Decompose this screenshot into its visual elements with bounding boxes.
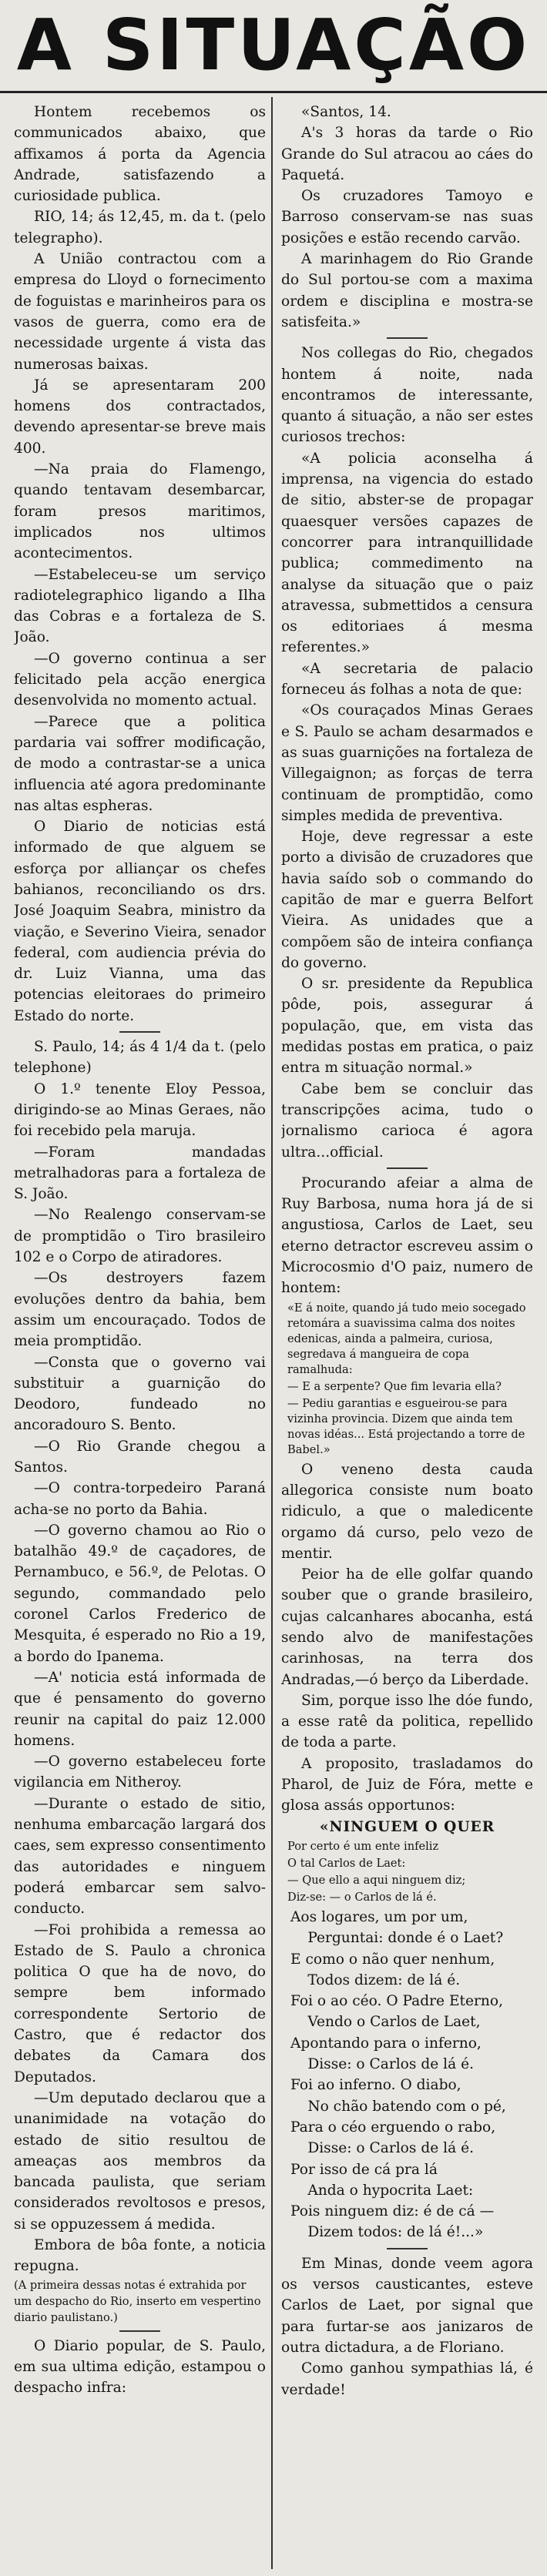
article-paragraph: Em Minas, donde veem agora os versos causticantes, esteve Carlos de Laet, por signal que para furtar-se aos janizaros de outra dictadura, a de Floriano. <box>281 2255 533 2356</box>
poem-line: Dizem todos: de lá é!...» <box>307 2224 484 2241</box>
poem-line: Pois ninguem diz: é de cá — <box>290 2203 495 2220</box>
page-title: A SITUAÇÃO <box>16 4 531 86</box>
article-paragraph: O veneno desta cauda allegorica consiste num boato ridiculo, a que o maledicente orgamo dá curso, pelo vezo de mentir. <box>281 1461 533 1562</box>
article-paragraph: Como ganhou sympathias lá, é verdade! <box>281 2360 533 2398</box>
section-separator <box>14 2326 266 2336</box>
article-paragraph: O Diario de noticias está informado de que alguem se esforça por alliançar os chefes bahianos, reconciliando os drs. José Joaquim Seabra, ministro da viação, e Severino Vieira, senador federal, com audiencia prévia do dr. Luiz Vianna, uma das potencias eleitoraes do primeiro Estado do norte. <box>14 819 266 1024</box>
article-paragraph: —No Realengo conservam-se de promptidão o Tiro brasileiro 102 e o Corpo de atiradores. <box>14 1207 266 1266</box>
poem-stanza <box>281 2159 533 2243</box>
article-paragraph: Hontem recebemos os communicados abaixo, que affixamos á porta da Agencia Andrade, satisfazendo a curiosidade publica. <box>14 104 266 205</box>
article-paragraph: RIO, 14; ás 12,45, m. da t. (pelo telegrapho). <box>14 209 266 246</box>
poem-title: «NINGUEM O QUER <box>319 1818 495 1835</box>
article-paragraph: —O contra-torpedeiro Paraná acha-se no porto da Bahia. <box>14 1480 266 1518</box>
quoted-text: Por certo é um ente infeliz <box>287 1839 439 1853</box>
poem-stanza <box>281 2075 533 2159</box>
article-paragraph: Peior ha de elle golfar quando souber que o grande brasileiro, cujas calcanhares abocanha, está sendo alvo de manifestações carinhosas, na terra dos Andradas,—ó berço da Liberdade. <box>281 1566 533 1688</box>
article-paragraph: «Santos, 14. <box>301 104 391 120</box>
quoted-text: — Que ello a aqui ninguem diz; <box>287 1873 466 1887</box>
article-paragraph: —Na praia do Flamengo, quando tentavam desembarcar, foram presos maritimos, implicados nos ultimos acontecimentos. <box>14 461 266 562</box>
poem-line: Foi ao inferno. O diabo, <box>290 2077 461 2094</box>
poem-line: Vendo o Carlos de Laet, <box>307 2014 481 2031</box>
article-paragraph: «Os couraçados Minas Geraes e S. Paulo se acham desarmados e as suas guarnições na fortaleza de Villegaignon; as forças de terra continuam de promptidão, como simples medida de preventiva. <box>281 702 533 824</box>
article-paragraph: A proposito, trasladamos do Pharol, de Juiz de Fóra, mette e glosa assás opportunos: <box>281 1755 533 1814</box>
article-paragraph: A marinhagem do Rio Grande do Sul portou-se com a maxima ordem e disciplina e mostra-se satisfeita.» <box>281 251 533 330</box>
poem-line: No chão batendo com o pé, <box>307 2098 506 2115</box>
poem-line: E como o não quer nenhum, <box>290 1951 495 1968</box>
quoted-text: — Pediu garantias e esgueirou-se para vizinha provincia. Dizem que ainda tem novas idéas... Está projectando a torre de Babel.» <box>287 1396 525 1456</box>
article-paragraph: —Os destroyers fazem evoluções dentro da bahia, bem assim um encouraçado. Todos de meia promptidão. <box>14 1270 266 1350</box>
section-separator <box>281 2243 533 2253</box>
poem-line: Aos logares, um por um, <box>290 1908 468 1925</box>
quoted-text: «E á noite, quando já tudo meio socegado retomára a suavissima calma dos noites edenicas, ainda a palmeira, curiosa, segredava á mangueira de copa ramalhuda: <box>287 1301 526 1376</box>
article-paragraph: O Diario popular, de S. Paulo, em sua ultima edição, estampou o despacho infra: <box>14 2337 266 2397</box>
article-paragraph: —Foram mandadas metralhadoras para a fortaleza de S. João. <box>14 1144 266 1203</box>
article-paragraph: —O governo estabeleceu forte vigilancia em Nitheroy. <box>14 1754 266 1791</box>
article-paragraph: —Um deputado declarou que a unanimidade na votação do estado de sitio resultou de ameaças aos membros da bancada paulista, que seriam considerados revoltosos e presos, si se oppuzessem á medida. <box>14 2089 266 2233</box>
poem-line: Disse: o Carlos de lá é. <box>307 2056 475 2073</box>
quoted-text: Diz-se: — o Carlos de lá é. <box>287 1890 437 1904</box>
quoted-text: — E a serpente? Que fim levaria ella? <box>287 1379 502 1393</box>
article-paragraph: —O Rio Grande chegou a Santos. <box>14 1438 266 1476</box>
poem-stanza <box>281 1991 533 2075</box>
column-divider <box>271 97 273 2569</box>
poem-line: Por isso de cá pra lá <box>290 2161 438 2178</box>
article-paragraph: A's 3 horas da tarde o Rio Grande do Sul atracou ao cáes do Paquetá. <box>281 125 533 183</box>
article-paragraph: S. Paulo, 14; ás 4 1/4 da t. (pelo telephone) <box>14 1039 266 1077</box>
article-paragraph: A União contractou com a empresa do Lloyd o fornecimento de foguistas e marinheiros para os vasos de guerra, como era de necessidade urgente á vista das numerosas baixas. <box>14 251 266 373</box>
poem-line: Todos dizem: de lá é. <box>307 1971 461 1988</box>
poem-line: Disse: o Carlos de lá é. <box>307 2140 475 2157</box>
article-paragraph: «A secretaria de palacio forneceu ás folhas a nota de que: <box>281 660 533 698</box>
article-paragraph: —Parece que a politica pardaria vai soffrer modificação, de modo a contrastar-se a unica influencia até agora predominante nas altas espheras. <box>14 713 266 814</box>
poem-stanza <box>281 1907 533 1991</box>
masthead <box>0 0 547 93</box>
section-separator <box>14 1027 266 1037</box>
left-column <box>14 102 266 2566</box>
poem-line: Foi o ao céo. O Padre Eterno, <box>290 1993 503 2010</box>
article-paragraph: Hoje, deve regressar a este porto a divisão de cruzadores que havia saído sob o commando do capitão de mar e guerra Belfort Vieira. As unidades que a compõem são de inteira confiança do governo. <box>281 829 533 971</box>
article-paragraph: —Durante o estado de sitio, nenhuma embarcação largará dos caes, sem expresso consentimento das autoridades e ninguem poderá embarcar sem salvo-conducto. <box>14 1795 266 1918</box>
right-column <box>281 102 533 2566</box>
article-paragraph: —A' noticia está informada de que é pensamento do governo reunir na capital do paiz 12.000 homens. <box>14 1669 266 1749</box>
poem-line: Perguntai: donde é o Laet? <box>307 1930 504 1947</box>
article-paragraph: O 1.º tenente Eloy Pessoa, dirigindo-se ao Minas Geraes, não foi recebido pela maruja. <box>14 1080 266 1140</box>
article-paragraph: —Estabeleceu-se um serviço radiotelegraphico ligando a Ilha das Cobras e a fortaleza de S. João. <box>14 566 266 646</box>
article-paragraph: Embora de bôa fonte, a noticia repugna. <box>14 2236 266 2275</box>
article-paragraph: Nos collegas do Rio, chegados hontem á noite, nada encontramos de interessante, quanto á situação, a não ser estes curiosos trechos: <box>281 345 533 446</box>
poem-line: Anda o hypocrita Laet: <box>307 2182 474 2199</box>
article-paragraph: —Foi prohibida a remessa ao Estado de S. Paulo a chronica politica O que ha de novo, do sempre bem informado correspondente Sertorio de Castro, que é redactor dos debates da Camara dos Deputados. <box>14 1921 266 2085</box>
section-separator <box>281 1163 533 1173</box>
article-paragraph: Cabe bem se concluir das transcripções acima, tudo o jornalismo carioca é agora ultra...official. <box>281 1080 533 1161</box>
article-paragraph: Já se apresentaram 200 homens dos contractados, devendo apresentar-se breve mais 400. <box>14 377 266 457</box>
article-paragraph: —O governo continua a ser felicitado pela acção energica desenvolvida no momento actual. <box>14 650 266 709</box>
article-paragraph: —O governo chamou ao Rio o batalhão 49.º de caçadores, de Pernambuco, e 56.º, de Pelotas. O segundo, commandado pelo coronel Carlos Frederico de Mesquita, é esperado no Rio a 19, a bordo do Ipanema. <box>14 1522 266 1665</box>
quoted-text: O tal Carlos de Laet: <box>287 1856 406 1870</box>
article-paragraph: Sim, porque isso lhe dóe fundo, a esse ratê da politica, repellido de toda a parte. <box>281 1692 533 1751</box>
article-paragraph: Procurando afeiar a alma de Ruy Barbosa, numa hora já de si angustiosa, Carlos de Laet, seu eterno detractor escreveu assim o Microcosmio d'O paiz, numero de hontem: <box>281 1174 533 1297</box>
poem-line: Apontando para o inferno, <box>290 2035 482 2052</box>
article-paragraph: —Consta que o governo vai substituir a guarnição do Deodoro, fundeado no ancoradouro S. Bento. <box>14 1354 266 1434</box>
footnote: (A primeira dessas notas é extrahida por um despacho do Rio, inserto em vespertino diario paulistano.) <box>14 2278 261 2324</box>
article-paragraph: «A policia aconselha á imprensa, na vigencia do estado de sitio, abster-se de propagar quaesquer versões capazes de concorrer para intranquillidade publica; commedimento na analyse da situação que o paiz atravessa, submettidos a censura os editoriaes á mesma referentes.» <box>281 450 533 656</box>
article-paragraph: O sr. presidente da Republica pôde, pois, assegurar á população, que, em vista das medidas postas em pratica, o paiz entra m situação normal.» <box>281 976 533 1077</box>
poem-line: Para o céo erguendo o rabo, <box>290 2119 496 2136</box>
article-paragraph: Os cruzadores Tamoyo e Barroso conservam-se nas suas posições e estão recendo carvão. <box>281 188 533 246</box>
section-separator <box>281 333 533 343</box>
